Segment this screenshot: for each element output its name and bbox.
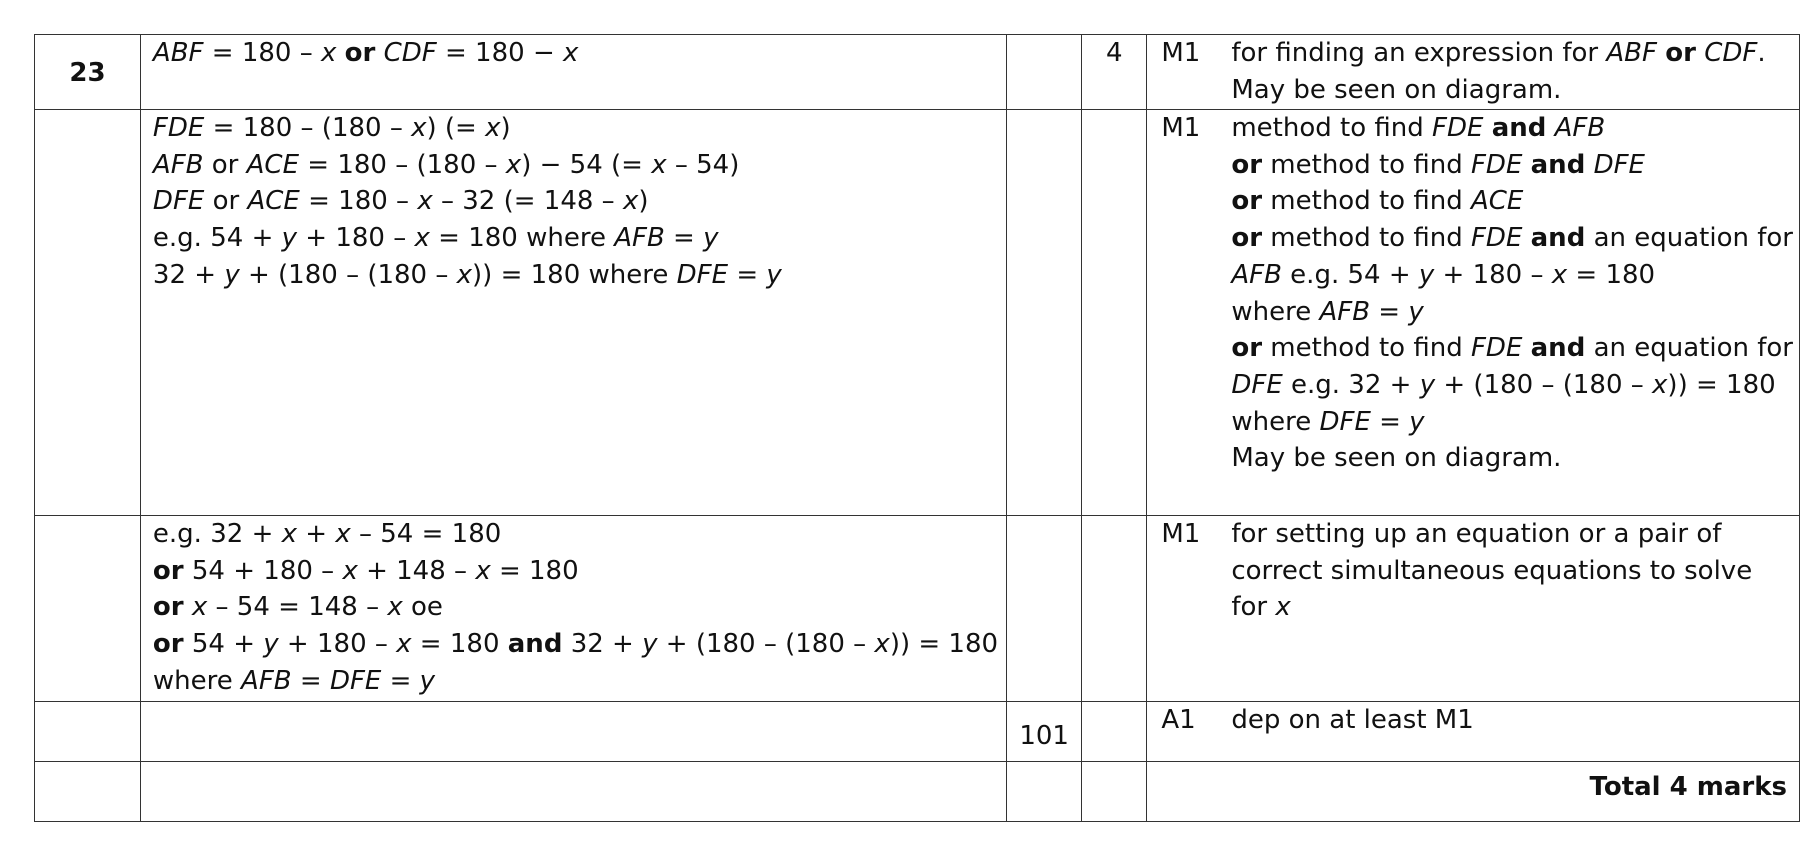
question-cell (35, 516, 141, 702)
marks-cell (1082, 35, 1147, 110)
guidance-line: AFB e.g. 54 + y + 180 – x = 180 (1231, 259, 1656, 290)
table-row (35, 110, 1800, 516)
guidance-line: or method to find FDE and an equation for (1231, 223, 1793, 254)
guidance-line: for finding an expression for ABF or CDF. (1231, 38, 1766, 68)
total-cell (1147, 762, 1800, 822)
marks-cell (1082, 110, 1147, 516)
guidance-line: where AFB = y (1231, 296, 1424, 327)
guidance-cell (1147, 516, 1800, 702)
marks-cell (1082, 762, 1147, 822)
guidance-cell (1147, 35, 1800, 110)
answer-cell (1007, 516, 1082, 702)
table-row (35, 35, 1800, 110)
table-row (35, 702, 1800, 762)
working-cell (140, 516, 1006, 702)
question-cell (35, 35, 141, 110)
guidance-notes (1231, 35, 1799, 108)
guidance-cell (1147, 702, 1800, 762)
answer-cell (1007, 762, 1082, 822)
working-line: 32 + y + (180 – (180 – x)) = 180 where DFE = y (152, 259, 782, 290)
guidance-line: for x (1231, 592, 1291, 623)
question-number: 23 (69, 58, 106, 88)
mark-scheme-table (34, 34, 1800, 822)
working-line: or 54 + y + 180 – x = 180 and 32 + y + (180 – (180 – x)) = 180 (152, 629, 999, 660)
mark-code: M1 (1161, 38, 1201, 68)
guidance-line: for setting up an equation or a pair of (1231, 519, 1722, 549)
guidance-line: correct simultaneous equations to solve (1231, 555, 1753, 586)
working-cell (140, 110, 1006, 516)
guidance-line: May be seen on diagram. (1231, 443, 1562, 474)
working-line: e.g. 32 + x + x – 54 = 180 (152, 519, 502, 549)
working-lines (153, 35, 998, 72)
guidance-line: DFE e.g. 32 + y + (180 – (180 – x)) = 180 (1231, 369, 1776, 400)
mark-code: M1 (1161, 113, 1201, 143)
working-line: or x – 54 = 148 – x oe (152, 592, 443, 623)
working-line: DFE or ACE = 180 – x – 32 (= 148 – x) (152, 186, 649, 217)
guidance-line: or method to find FDE and DFE (1231, 149, 1645, 180)
marks-cell (1082, 516, 1147, 702)
table-row (35, 516, 1800, 702)
question-cell (35, 702, 141, 762)
guidance-line: dep on at least M1 (1231, 705, 1474, 735)
guidance-line: where DFE = y (1231, 406, 1425, 437)
guidance-notes (1231, 702, 1799, 739)
working-cell (140, 35, 1006, 110)
answer-cell (1007, 110, 1082, 516)
working-line: FDE = 180 – (180 – x) (= x) (152, 113, 511, 143)
final-answer: 101 (1019, 721, 1069, 752)
guidance-notes (1231, 110, 1799, 477)
marks-value: 4 (1106, 38, 1123, 68)
mark-code: M1 (1161, 519, 1201, 549)
answer-cell (1007, 702, 1082, 762)
mark-code: A1 (1161, 705, 1196, 735)
guidance-line: method to find FDE and AFB (1231, 113, 1606, 143)
working-line: ABF = 180 – x or CDF = 180 − x (152, 38, 579, 68)
total-marks: Total 4 marks (1589, 772, 1787, 802)
answer-cell (1007, 35, 1082, 110)
question-cell (35, 762, 141, 822)
guidance-notes (1231, 516, 1799, 626)
table-row (35, 762, 1800, 822)
working-cell (140, 702, 1006, 762)
guidance-line: May be seen on diagram. (1231, 74, 1562, 105)
working-line: e.g. 54 + y + 180 – x = 180 where AFB = y (152, 223, 719, 254)
working-lines (153, 516, 998, 700)
working-line: or 54 + 180 – x + 148 – x = 180 (152, 555, 579, 586)
guidance-cell (1147, 110, 1800, 516)
marks-cell (1082, 702, 1147, 762)
guidance-line: or method to find FDE and an equation for (1231, 333, 1793, 364)
working-cell (140, 762, 1006, 822)
working-line: where AFB = DFE = y (152, 665, 436, 696)
working-line: AFB or ACE = 180 – (180 – x) − 54 (= x – 54) (152, 149, 740, 180)
question-cell (35, 110, 141, 516)
working-lines (153, 110, 998, 294)
guidance-line: or method to find ACE (1231, 186, 1524, 217)
